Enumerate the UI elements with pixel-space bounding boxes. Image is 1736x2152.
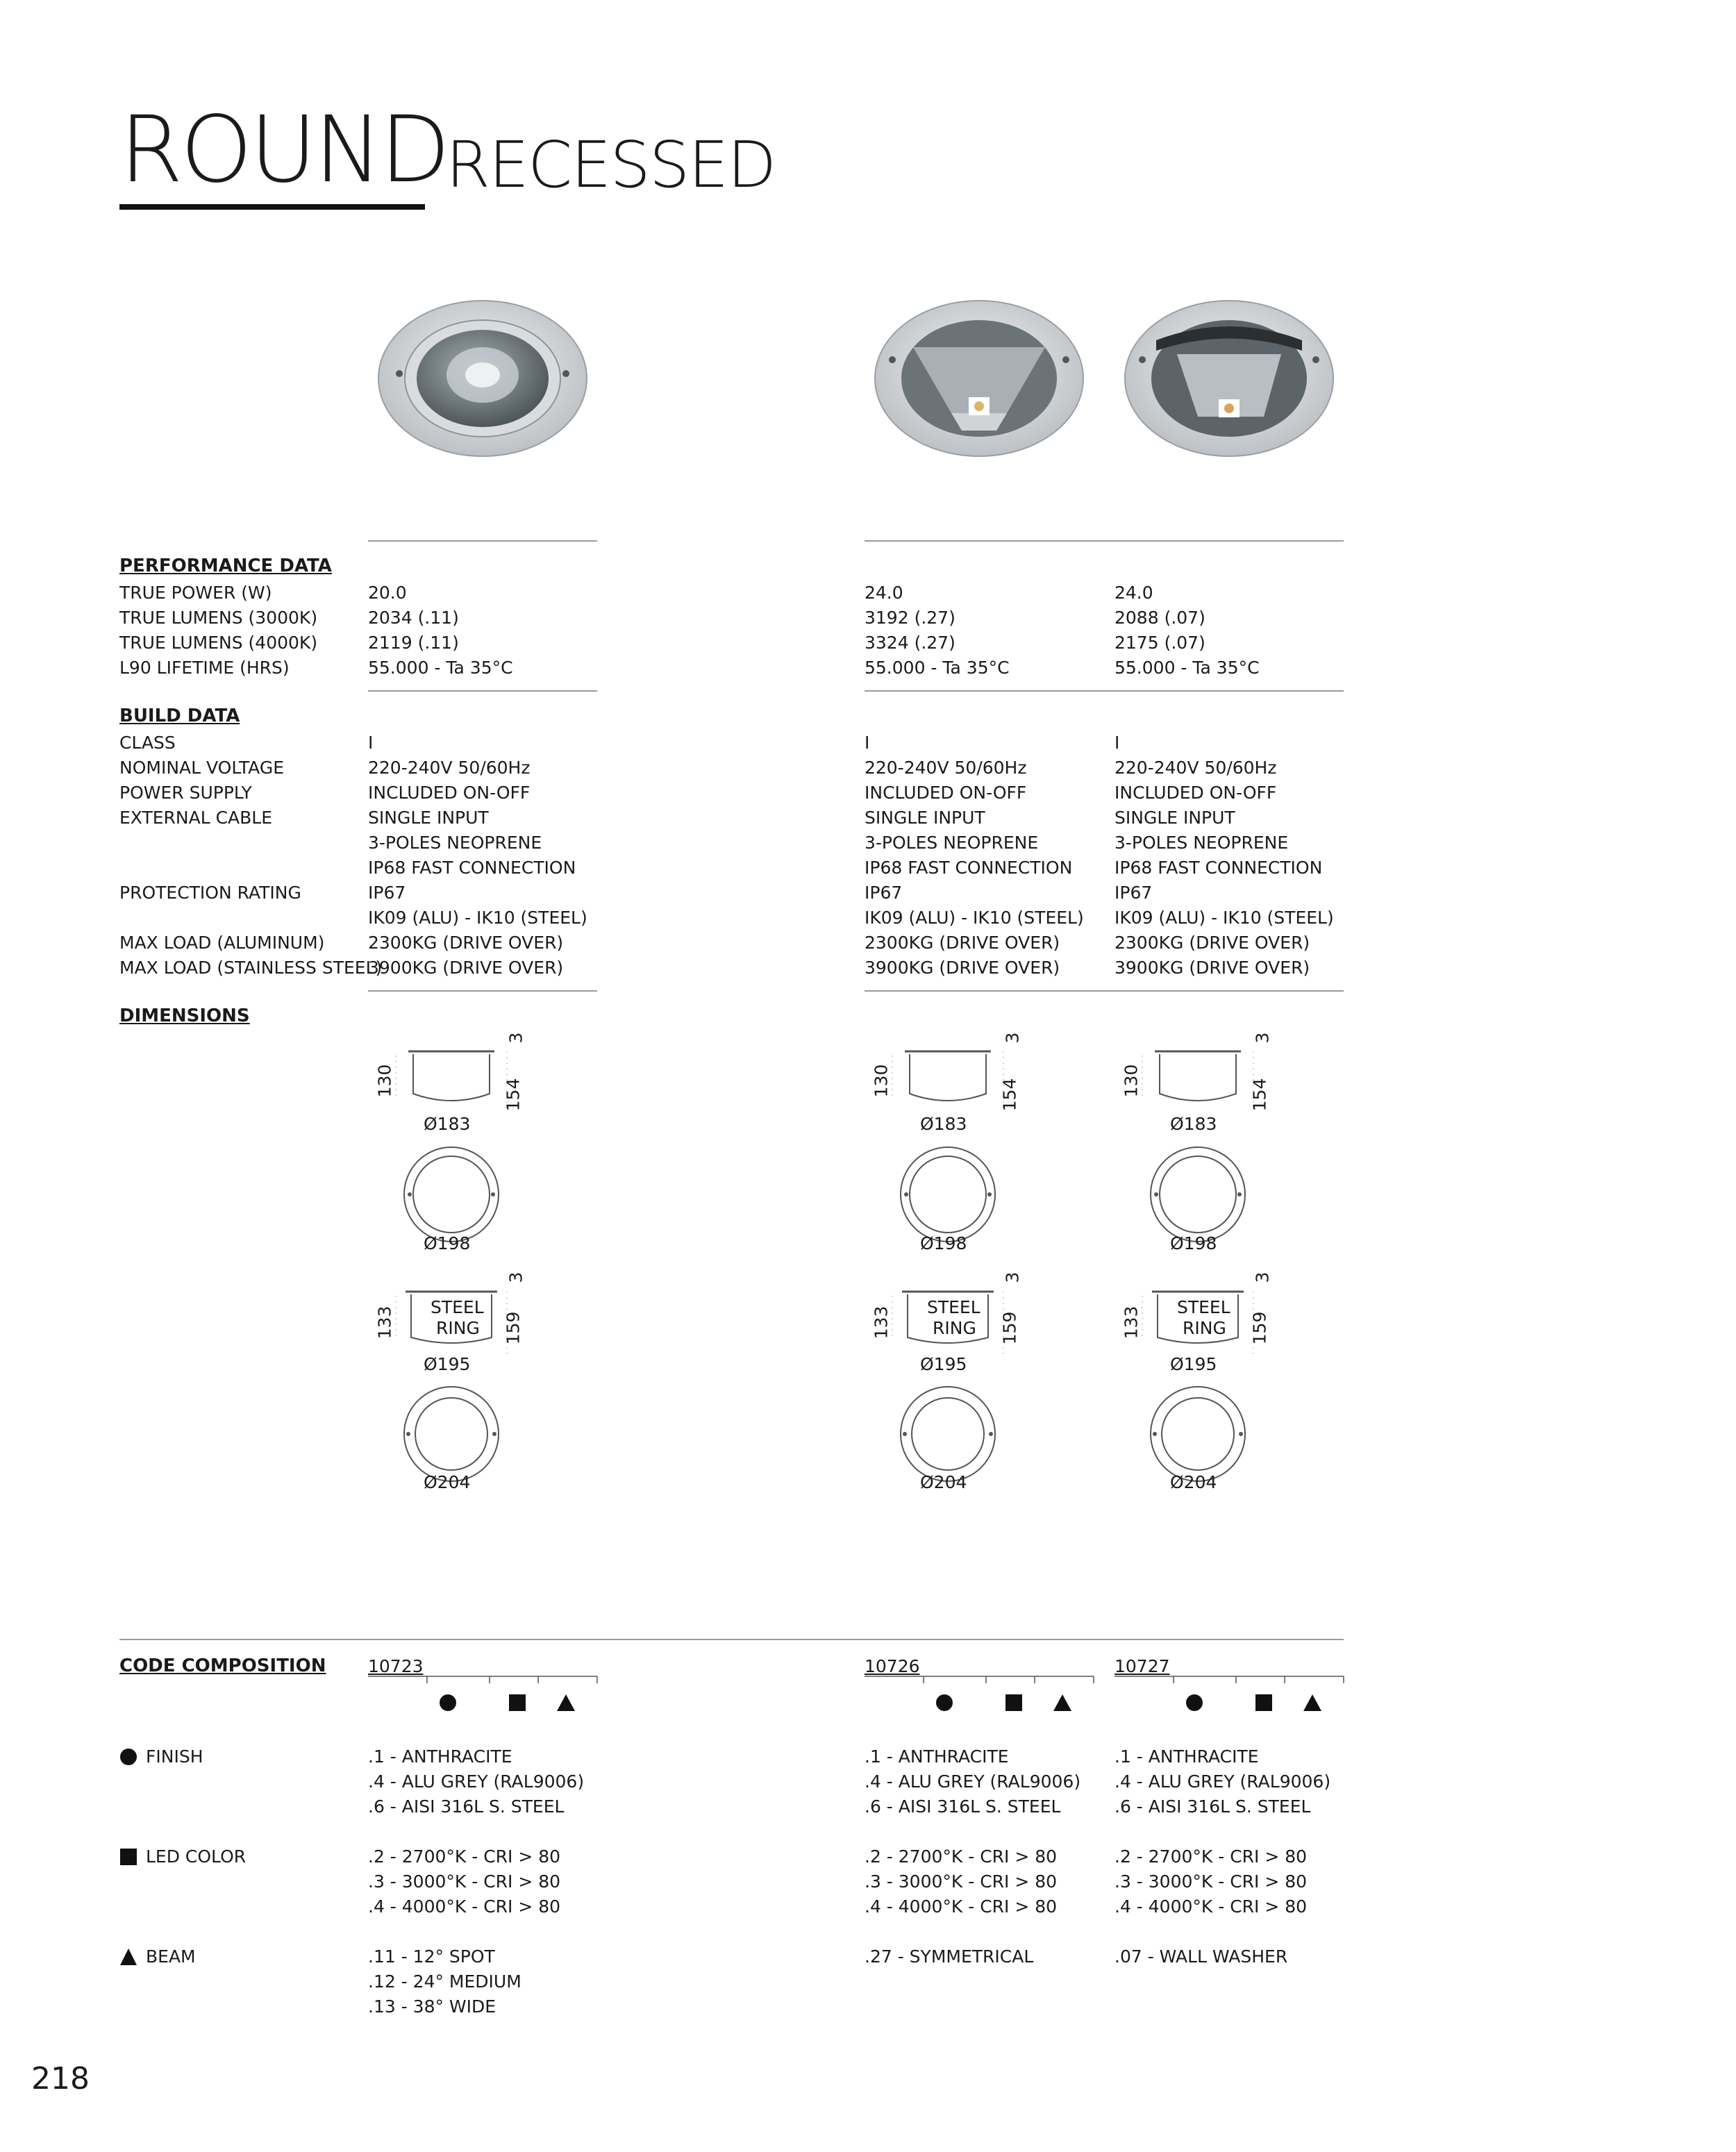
beam-col-10723: .11 - 12° SPOT .12 - 24° MEDIUM .13 - 38° WIDE [368,1946,521,2017]
dimension-drawings-10727 [1121,1028,1302,1514]
code-key-diagram [865,1675,1101,1717]
code-key-diagram [1115,1675,1351,1717]
performance-labels: TRUE POWER (W) TRUE LUMENS (3000K) TRUE LUMENS (4000K) L90 LIFETIME (HRS) [119,583,318,678]
dim-steel-diam-top: Ø204 [424,1472,471,1492]
dim-steel-ring-label-1: STEEL [927,1297,980,1317]
finish-circle-icon [1186,1694,1203,1711]
page-subtitle: RECESSED [446,128,776,202]
dim-diam-body: Ø183 [424,1114,471,1134]
dim-steel-h-inner: 133 [374,1306,395,1340]
performance-col-10723: 20.0 2034 (.11) 2119 (.11) 55.000 - Ta 35°C [368,583,513,678]
performance-col-10726: 24.0 3192 (.27) 3324 (.27) 55.000 - Ta 35°C [865,583,1010,678]
build-labels: CLASS NOMINAL VOLTAGE POWER SUPPLY EXTERNAL CABLE PROTECTION RATING MAX LOAD (ALUMINUM) MAX LOAD (STAINLESS STEEL) [119,733,383,978]
dim-steel-diam-body: Ø195 [424,1354,471,1374]
dim-steel-flange: 3 [1252,1271,1273,1283]
dim-steel-ring-label-1: STEEL [431,1297,484,1317]
rule-col1-build [368,990,597,992]
beam-triangle-icon [1053,1694,1071,1711]
page-title: ROUND [119,97,448,203]
product-code: 10723 [368,1656,424,1676]
product-image-10723 [368,292,597,465]
build-heading: BUILD DATA [119,706,240,726]
finish-col-10727: .1 - ANTHRACITE .4 - ALU GREY (RAL9006) .6 - AISI 316L S. STEEL [1115,1746,1331,1817]
dim-steel-h-inner: 133 [871,1306,892,1340]
led-col-10723: .2 - 2700°K - CRI > 80 .3 - 3000°K - CRI > 80 .4 - 4000°K - CRI > 80 [368,1846,561,1917]
dim-steel-diam-body: Ø195 [1170,1354,1217,1374]
dim-steel-flange: 3 [506,1271,526,1283]
dimension-diagram [1121,1028,1302,1514]
finish-circle-icon [936,1694,953,1711]
dim-h-outer: 154 [503,1078,524,1112]
dim-steel-ring-label-2: RING [1183,1318,1226,1338]
rule-col1-perf [368,690,597,692]
code-key-10723 [368,1654,604,1717]
dim-h-inner: 130 [871,1064,892,1098]
build-col-10726: I 220-240V 50/60Hz INCLUDED ON-OFF SINGLE INPUT 3-POLES NEOPRENE IP68 FAST CONNECTION IP67 IK09 (ALU) - IK10 (STEEL) 2300KG (DRIVE OVER) 3900KG (DRIVE OVER) [865,733,1084,978]
beam-col-10727: .07 - WALL WASHER [1115,1946,1288,1967]
led-col-10726: .2 - 2700°K - CRI > 80 .3 - 3000°K - CRI > 80 .4 - 4000°K - CRI > 80 [865,1846,1058,1917]
dim-steel-h-outer: 159 [999,1311,1020,1345]
beam-triangle-icon [557,1694,575,1711]
product-code: 10726 [865,1656,920,1676]
code-key-diagram [368,1675,604,1717]
dim-h-outer: 154 [1249,1078,1270,1112]
finish-label-row: FINISH [119,1744,203,1769]
beam-col-10726: .27 - SYMMETRICAL [865,1946,1034,1967]
finish-col-10723: .1 - ANTHRACITE .4 - ALU GREY (RAL9006) .6 - AISI 316L S. STEEL [368,1746,585,1817]
finish-circle-icon [440,1694,456,1711]
dim-steel-h-inner: 133 [1121,1306,1142,1340]
dim-diam-body: Ø183 [920,1114,967,1134]
dim-steel-ring-label-2: RING [436,1318,480,1338]
dim-h-inner: 130 [374,1064,395,1098]
dimension-diagram [375,1028,556,1514]
dim-diam-top: Ø198 [1170,1233,1217,1253]
code-key-10726 [865,1654,1101,1717]
dimension-drawings-10726 [871,1028,1052,1514]
page-number: 218 [31,2061,90,2096]
rule-col23-perf [865,690,1344,692]
dimensions-heading: DIMENSIONS [119,1006,250,1026]
dim-flange: 3 [1002,1032,1023,1044]
finish-col-10726: .1 - ANTHRACITE .4 - ALU GREY (RAL9006) .6 - AISI 316L S. STEEL [865,1746,1081,1817]
dim-diam-top: Ø198 [424,1233,471,1253]
dim-h-inner: 130 [1121,1064,1142,1098]
product-code: 10727 [1115,1656,1170,1676]
dimension-drawings-10723 [375,1028,556,1514]
led-label-row: LED COLOR [119,1844,246,1869]
rule-col23-build [865,990,1344,992]
beam-label-row: BEAM [119,1944,196,1969]
title-underline [119,204,425,210]
beam-triangle-icon [1303,1694,1321,1711]
code-key-10727 [1115,1654,1351,1717]
dim-flange: 3 [506,1032,526,1044]
dim-flange: 3 [1252,1032,1273,1044]
dimension-diagram [871,1028,1052,1514]
build-col-10727: I 220-240V 50/60Hz INCLUDED ON-OFF SINGLE INPUT 3-POLES NEOPRENE IP68 FAST CONNECTION IP67 IK09 (ALU) - IK10 (STEEL) 2300KG (DRIVE OVER) 3900KG (DRIVE OVER) [1115,733,1334,978]
dim-steel-diam-top: Ø204 [920,1472,967,1492]
rule-col23-top [865,540,1344,542]
build-col-10723: I 220-240V 50/60Hz INCLUDED ON-OFF SINGLE INPUT 3-POLES NEOPRENE IP68 FAST CONNECTION IP67 IK09 (ALU) - IK10 (STEEL) 2300KG (DRIVE OVER) 3900KG (DRIVE OVER) [368,733,587,978]
code-heading: CODE COMPOSITION [119,1655,326,1676]
dim-steel-h-outer: 159 [503,1311,524,1345]
dim-diam-top: Ø198 [920,1233,967,1253]
dim-steel-diam-body: Ø195 [920,1354,967,1374]
triangle-icon [119,1948,137,1966]
rule-col1-top [368,540,597,542]
rule-code-top [119,1639,1344,1640]
led-square-icon [1255,1694,1272,1711]
led-square-icon [509,1694,526,1711]
dim-steel-flange: 3 [1002,1271,1023,1283]
dim-diam-body: Ø183 [1170,1114,1217,1134]
product-image-10726 [865,292,1094,465]
product-image-10727 [1115,292,1344,465]
led-col-10727: .2 - 2700°K - CRI > 80 .3 - 3000°K - CRI > 80 .4 - 4000°K - CRI > 80 [1115,1846,1308,1917]
dim-steel-ring-label-2: RING [933,1318,976,1338]
performance-col-10727: 24.0 2088 (.07) 2175 (.07) 55.000 - Ta 35°C [1115,583,1260,678]
led-square-icon [1005,1694,1022,1711]
dim-steel-h-outer: 159 [1249,1311,1270,1345]
dim-h-outer: 154 [999,1078,1020,1112]
square-icon [119,1848,137,1866]
dim-steel-ring-label-1: STEEL [1177,1297,1230,1317]
performance-heading: PERFORMANCE DATA [119,556,332,576]
circle-icon [119,1748,137,1766]
dim-steel-diam-top: Ø204 [1170,1472,1217,1492]
